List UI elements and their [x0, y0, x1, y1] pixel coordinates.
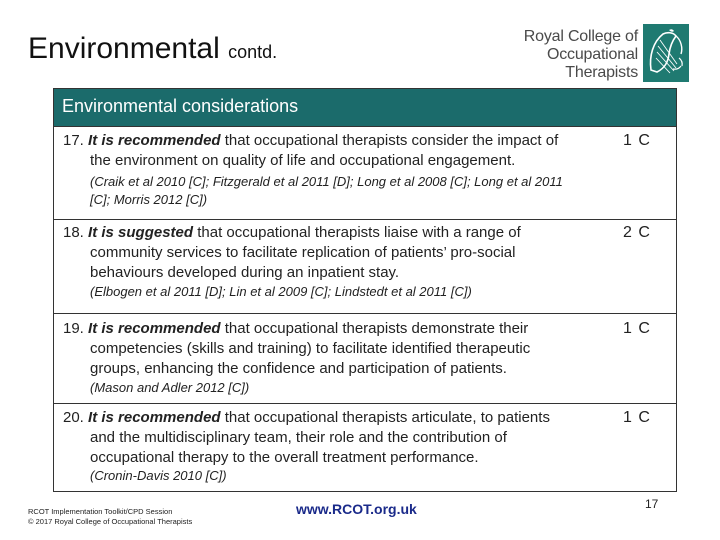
recommendation-text-line: behaviours developed during an inpatient stay.	[90, 264, 400, 281]
grade-label: 1 C	[623, 132, 651, 149]
evidence-references	[90, 467, 630, 485]
reference-line: (Craik et al 2010 [C]; Fitzgerald et al 2011 [D]; Long et al 2008 [C]; Long et al 2011	[90, 174, 563, 189]
logo-line: Royal College of	[523, 28, 638, 45]
recommendation-row	[54, 313, 676, 403]
footer-credits	[28, 507, 192, 527]
logo-wordmark	[520, 28, 638, 82]
recommendations-table	[53, 88, 677, 492]
slide-title-sub: contd.	[228, 42, 278, 62]
recommendation-emphasis: It is recommended	[88, 409, 221, 426]
reference-line: (Cronin-Davis 2010 [C])	[90, 468, 227, 483]
recommendation-text-line: that occupational therapists articulate, to patients	[220, 409, 550, 426]
reference-line: (Mason and Adler 2012 [C])	[90, 380, 250, 395]
recommendation-emphasis: It is recommended	[88, 320, 221, 337]
recommendation-text	[63, 408, 603, 468]
logo-line: Therapists	[565, 64, 638, 81]
grade-label: 1 C	[623, 320, 651, 337]
recommendation-text-line: and the multidisciplinary team, their role and the contribution of	[90, 429, 507, 446]
recommendation-number: 18.	[63, 224, 84, 241]
footer-line: RCOT Implementation Toolkit/CPD Session	[28, 507, 173, 516]
recommendation-text-line: the environment on quality of life and occupational engagement.	[90, 152, 516, 169]
recommendation-number: 19.	[63, 320, 84, 337]
recommendation-emphasis: It is suggested	[88, 224, 194, 241]
recommendation-text-line: competencies (skills and training) to facilitate identified therapeutic	[90, 340, 531, 357]
recommendation-number: 17.	[63, 132, 84, 149]
logo-line: Occupational	[547, 46, 638, 63]
recommendation-row	[54, 403, 676, 491]
rcot-logo	[520, 22, 695, 88]
recommendation-number: 20.	[63, 409, 84, 426]
recommendation-text	[63, 319, 603, 379]
page-number: 17	[645, 497, 659, 511]
harp-crest-icon	[643, 24, 689, 82]
slide-title-main: Environmental	[28, 32, 220, 65]
website-link[interactable]: www.RCOT.org.uk	[296, 501, 417, 517]
recommendation-text-line: occupational therapy to the overall treatment performance.	[90, 449, 479, 466]
recommendation-text-line: that occupational therapists consider the impact of	[220, 132, 559, 149]
reference-line: (Elbogen et al 2011 [D]; Lin et al 2009 [C]; Lindstedt et al 2011 [C])	[90, 284, 472, 299]
recommendation-row	[54, 127, 676, 219]
recommendation-text	[63, 223, 603, 283]
grade-label: 1 C	[623, 409, 651, 426]
evidence-references	[90, 283, 630, 301]
recommendation-emphasis: It is recommended	[88, 132, 221, 149]
recommendation-row	[54, 219, 676, 313]
recommendation-text-line: that occupational therapists liaise with a range of	[193, 224, 521, 241]
table-header: Environmental considerations	[54, 89, 676, 127]
footer-line: © 2017 Royal College of Occupational Therapists	[28, 517, 193, 526]
recommendation-text	[63, 131, 603, 171]
slide-title	[28, 32, 277, 66]
evidence-references	[90, 379, 630, 397]
grade-label: 2 C	[623, 224, 651, 241]
recommendation-text-line: groups, enhancing the confidence and participation of patients.	[90, 360, 507, 377]
evidence-references	[90, 173, 630, 209]
recommendation-text-line: that occupational therapists demonstrate their	[220, 320, 529, 337]
reference-line: [C]; Morris 2012 [C])	[90, 192, 208, 207]
recommendation-text-line: community services to facilitate replication of patients’ pro-social	[90, 244, 516, 261]
